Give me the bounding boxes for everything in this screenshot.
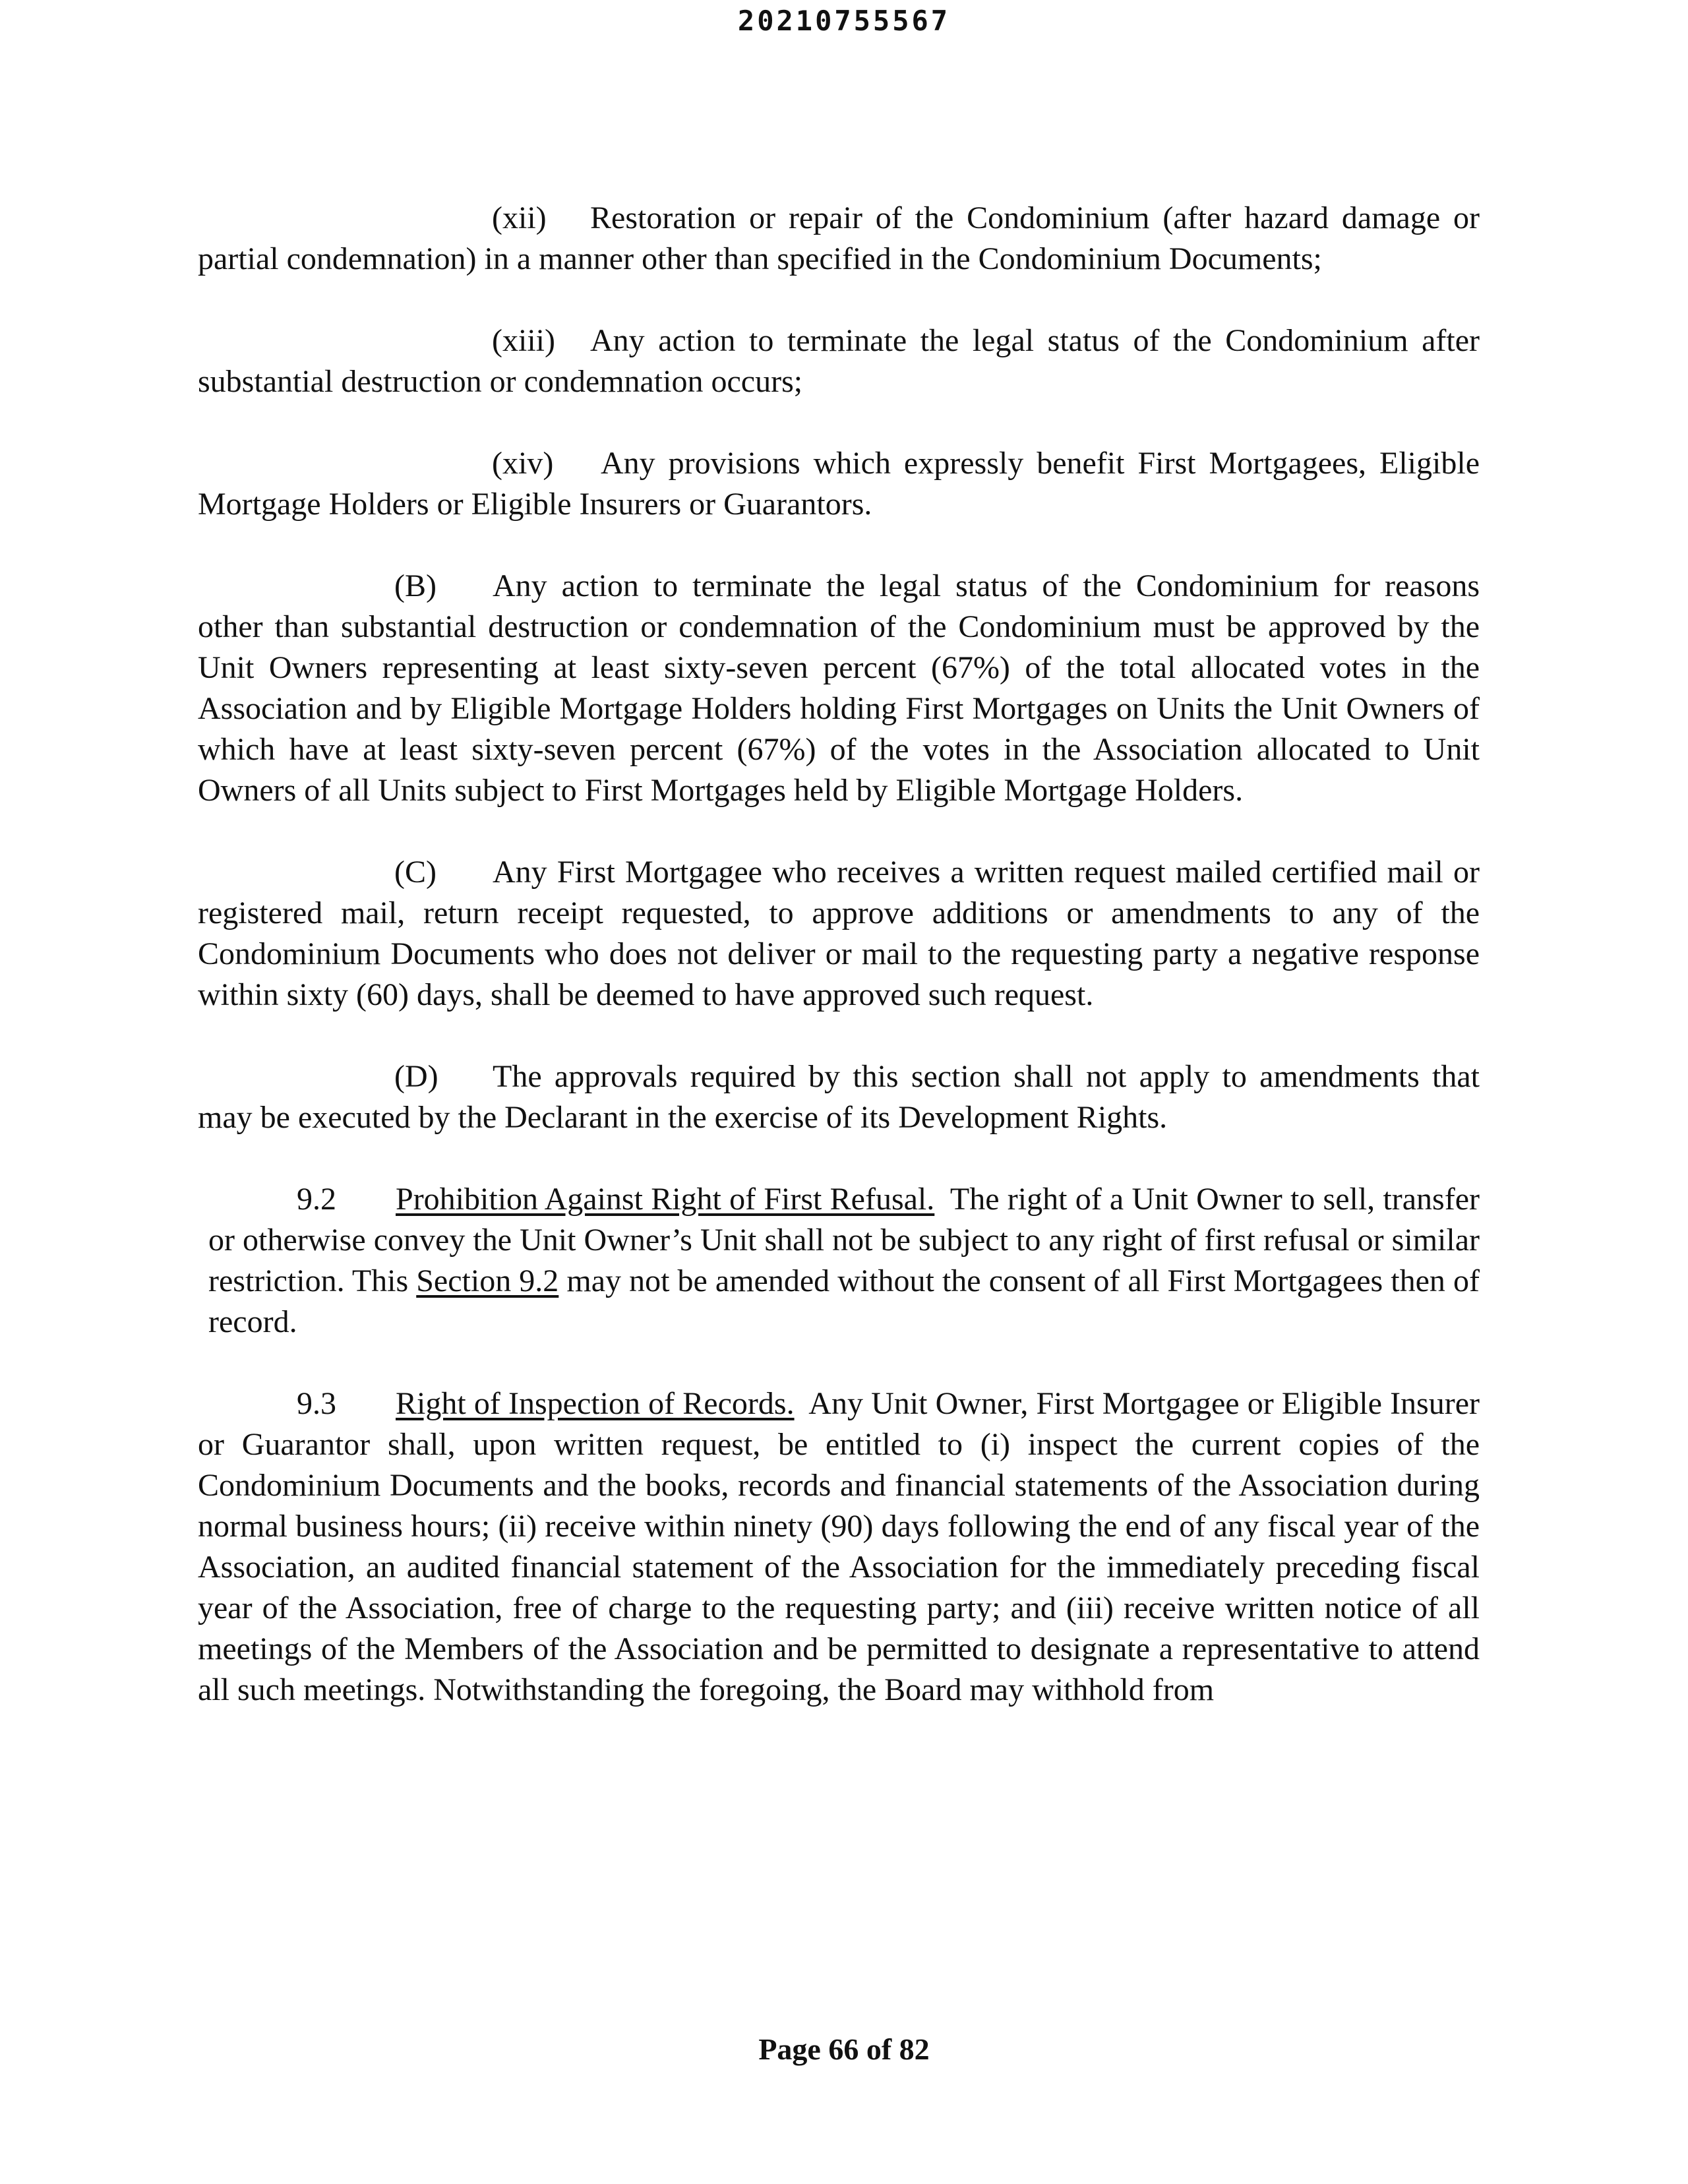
paragraph-number: (B)	[394, 568, 437, 603]
section-cross-reference: Section 9.2	[416, 1263, 559, 1298]
section-9-3	[198, 1383, 1480, 1711]
paragraph-xiii	[198, 320, 1480, 402]
section-number: 9.3	[297, 1386, 336, 1421]
section-heading: Right of Inspection of Records.	[396, 1386, 795, 1421]
paragraph-number: (xiv)	[492, 446, 554, 481]
paragraph-xiv	[198, 443, 1480, 525]
paragraph-text: Restoration or repair of the Condominium (after hazard damage or partial condemnation) in a manner other than specified in the Condominium Documents;	[198, 200, 1480, 276]
paragraph-b	[198, 566, 1480, 811]
paragraph-text: Any First Mortgagee who receives a written request mailed certified mail or registered mail, return receipt requested, to approve additions or amendments to any of the Condominium Documents who does not deliver or mail to the requesting party a negative response within sixty (60) days, shall be deemed to have approved such request.	[198, 855, 1480, 1012]
paragraph-number: (xiii)	[492, 323, 555, 358]
document-body	[198, 198, 1480, 1711]
section-number: 9.2	[297, 1182, 336, 1217]
paragraph-xii	[198, 198, 1480, 280]
paragraph-number: (xii)	[492, 200, 547, 235]
paragraph-text: Any action to terminate the legal status of the Condominium after substantial destruction or condemnation occurs;	[198, 323, 1480, 399]
paragraph-text: Any action to terminate the legal status of the Condominium for reasons other than substantial destruction or condemnation of the Condominium must be approved by the Unit Owners representing at least sixty-seven percent (67%) of the total allocated votes in the Association and by Eligible Mortgage Holders holding First Mortgages on Units the Unit Owners of which have at least sixty-seven percent (67%) of the votes in the Association allocated to Unit Owners of all Units subject to First Mortgages held by Eligible Mortgage Holders.	[198, 568, 1480, 808]
paragraph-text: Any provisions which expressly benefit First Mortgagees, Eligible Mortgage Holders or Eligible Insurers or Guarantors.	[198, 446, 1480, 522]
page-number-footer: Page 66 of 82	[758, 2032, 930, 2066]
section-text: The right of a Unit Owner to sell, transfer or otherwise convey the Unit Owner’s Unit shall not be subject to any right of first refusal or similar restriction. This	[208, 1182, 1480, 1298]
document-number: 20210755567	[737, 5, 951, 37]
paragraph-c	[198, 852, 1480, 1016]
section-text: may not be amended without the consent of all First Mortgagees then of record.	[208, 1263, 1480, 1339]
section-heading: Prohibition Against Right of First Refusal.	[396, 1182, 935, 1217]
paragraph-text: The approvals required by this section shall not apply to amendments that may be executed by the Declarant in the exercise of its Development Rights.	[198, 1059, 1480, 1135]
paragraph-d	[198, 1056, 1480, 1138]
paragraph-number: (D)	[394, 1059, 438, 1094]
section-text: Any Unit Owner, First Mortgagee or Eligible Insurer or Guarantor shall, upon written request, be entitled to (i) inspect the current copies of the Condominium Documents and the books, records and financial statements of the Association during normal business hours; (ii) receive within ninety (90) days following the end of any fiscal year of the Association, an audited financial statement of the Association for the immediately preceding fiscal year of the Association, free of charge to the requesting party; and (iii) receive written notice of all meetings of the Members of the Association and be permitted to designate a representative to attend all such meetings. Notwithstanding the foregoing, the Board may withhold from	[198, 1386, 1480, 1707]
paragraph-number: (C)	[394, 855, 437, 890]
section-9-2	[198, 1179, 1480, 1343]
